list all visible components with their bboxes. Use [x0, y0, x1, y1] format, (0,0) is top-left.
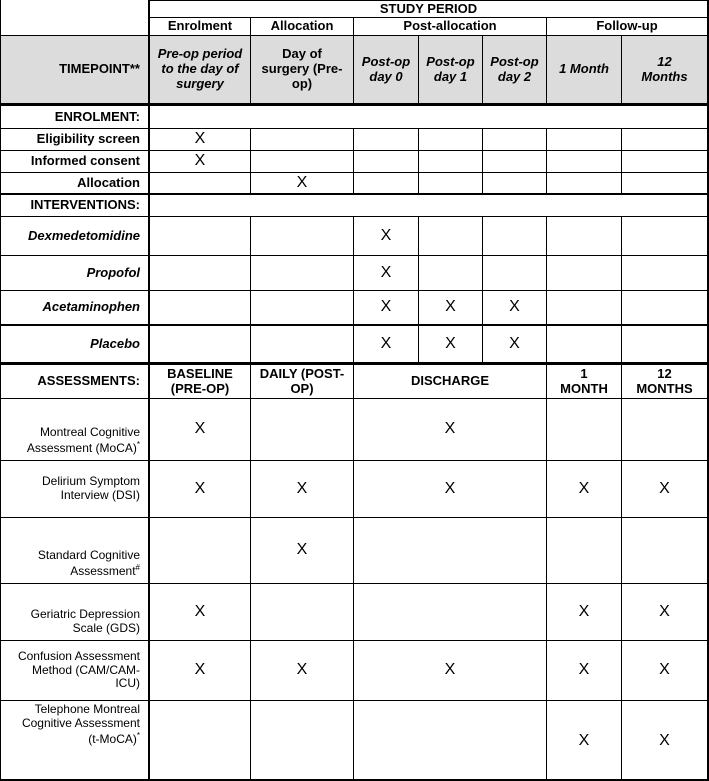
mark-placebo-day-1: X	[445, 334, 456, 352]
mark-t-moca-1-month: X	[578, 731, 590, 749]
section-interventions: INTERVENTIONS:	[30, 197, 140, 213]
mark-gds-1-month: X	[578, 602, 590, 620]
row-acetaminophen: Acetaminophen	[42, 299, 140, 315]
mark-standard-cognitive-daily: X	[296, 541, 308, 559]
section-enrolment: ENROLMENT:	[54, 108, 140, 124]
mark-cam-daily: X	[296, 661, 308, 679]
mark-propofol-day-0: X	[380, 263, 392, 281]
row-informed-consent: Informed consent	[30, 153, 140, 169]
phase-follow-up: Follow-up	[596, 18, 658, 34]
phase-enrolment: Enrolment	[167, 18, 233, 34]
row-propofol: Propofol	[86, 264, 140, 280]
mark-gds-baseline: X	[194, 602, 206, 620]
row-t-moca: Telephone Montreal Cognitive Assessment (t-MoCA)*	[21, 702, 140, 746]
mark-cam-discharge: X	[444, 661, 456, 679]
phase-post-allocation: Post-allocation	[403, 18, 497, 34]
mark-cam-12-months: X	[659, 661, 670, 679]
mark-dsi-daily: X	[296, 479, 308, 497]
row-placebo: Placebo	[90, 335, 140, 351]
row-moca: Montreal Cognitive Assessment (MoCA)*	[26, 425, 140, 456]
mark-dsi-baseline: X	[194, 479, 206, 497]
row-dexmedetomidine: Dexmedetomidine	[28, 227, 140, 243]
phase-allocation: Allocation	[270, 18, 334, 34]
row-gds: Geriatric Depression Scale (GDS)	[30, 607, 140, 636]
row-standard-cognitive: Standard Cognitive Assessment#	[37, 548, 140, 579]
mark-acetaminophen-day-0: X	[380, 298, 392, 316]
timepoint-day-of-surgery: Day of surgery (Pre-op)	[261, 46, 343, 91]
mark-acetaminophen-day-2: X	[509, 298, 520, 316]
assessment-header-12-months: 12 MONTHS	[636, 365, 693, 396]
mark-placebo-day-2: X	[509, 334, 520, 352]
timepoint-post-op-day-2: Post-op day 2	[490, 53, 539, 84]
timepoint-label: TIMEPOINT**	[59, 61, 140, 77]
row-cam: Confusion Assessment Method (CAM/CAM-ICU)	[17, 648, 140, 691]
timepoint-post-op-day-1: Post-op day 1	[426, 53, 475, 84]
mark-dsi-12-months: X	[659, 479, 670, 497]
timepoint-post-op-day-0: Post-op day 0	[361, 53, 411, 84]
mark-dexmedetomidine-day-0: X	[380, 226, 392, 244]
assessment-header-discharge: DISCHARGE	[410, 373, 489, 389]
mark-acetaminophen-day-1: X	[445, 298, 456, 316]
section-assessments: ASSESSMENTS:	[37, 373, 140, 389]
mark-dsi-1-month: X	[578, 479, 590, 497]
mark-eligibility-pre-op: X	[194, 130, 206, 148]
row-dsi: Delirium Symptom Interview (DSI)	[41, 474, 140, 502]
mark-gds-12-months: X	[659, 602, 670, 620]
timepoint-1-month: 1 Month	[559, 61, 609, 77]
mark-cam-baseline: X	[194, 661, 206, 679]
assessment-header-daily: DAILY (POST-OP)	[259, 365, 345, 396]
row-eligibility-screen: Eligibility screen	[36, 131, 140, 147]
mark-dsi-discharge: X	[444, 479, 456, 497]
mark-t-moca-12-months: X	[659, 731, 670, 749]
mark-consent-pre-op: X	[194, 152, 206, 170]
mark-moca-baseline: X	[194, 420, 206, 438]
assessment-header-1-month: 1 MONTH	[560, 365, 608, 396]
mark-cam-1-month: X	[578, 661, 590, 679]
row-allocation: Allocation	[77, 174, 140, 190]
study-period-header: STUDY PERIOD	[379, 0, 478, 16]
assessment-header-baseline: BASELINE (PRE-OP)	[167, 365, 233, 396]
mark-placebo-day-0: X	[380, 334, 392, 352]
mark-moca-discharge: X	[444, 420, 456, 438]
mark-allocation-day-of-surgery: X	[296, 173, 308, 191]
timepoint-12-months: 12 Months	[641, 53, 688, 84]
timepoint-pre-op: Pre-op period to the day of surgery	[157, 46, 243, 91]
